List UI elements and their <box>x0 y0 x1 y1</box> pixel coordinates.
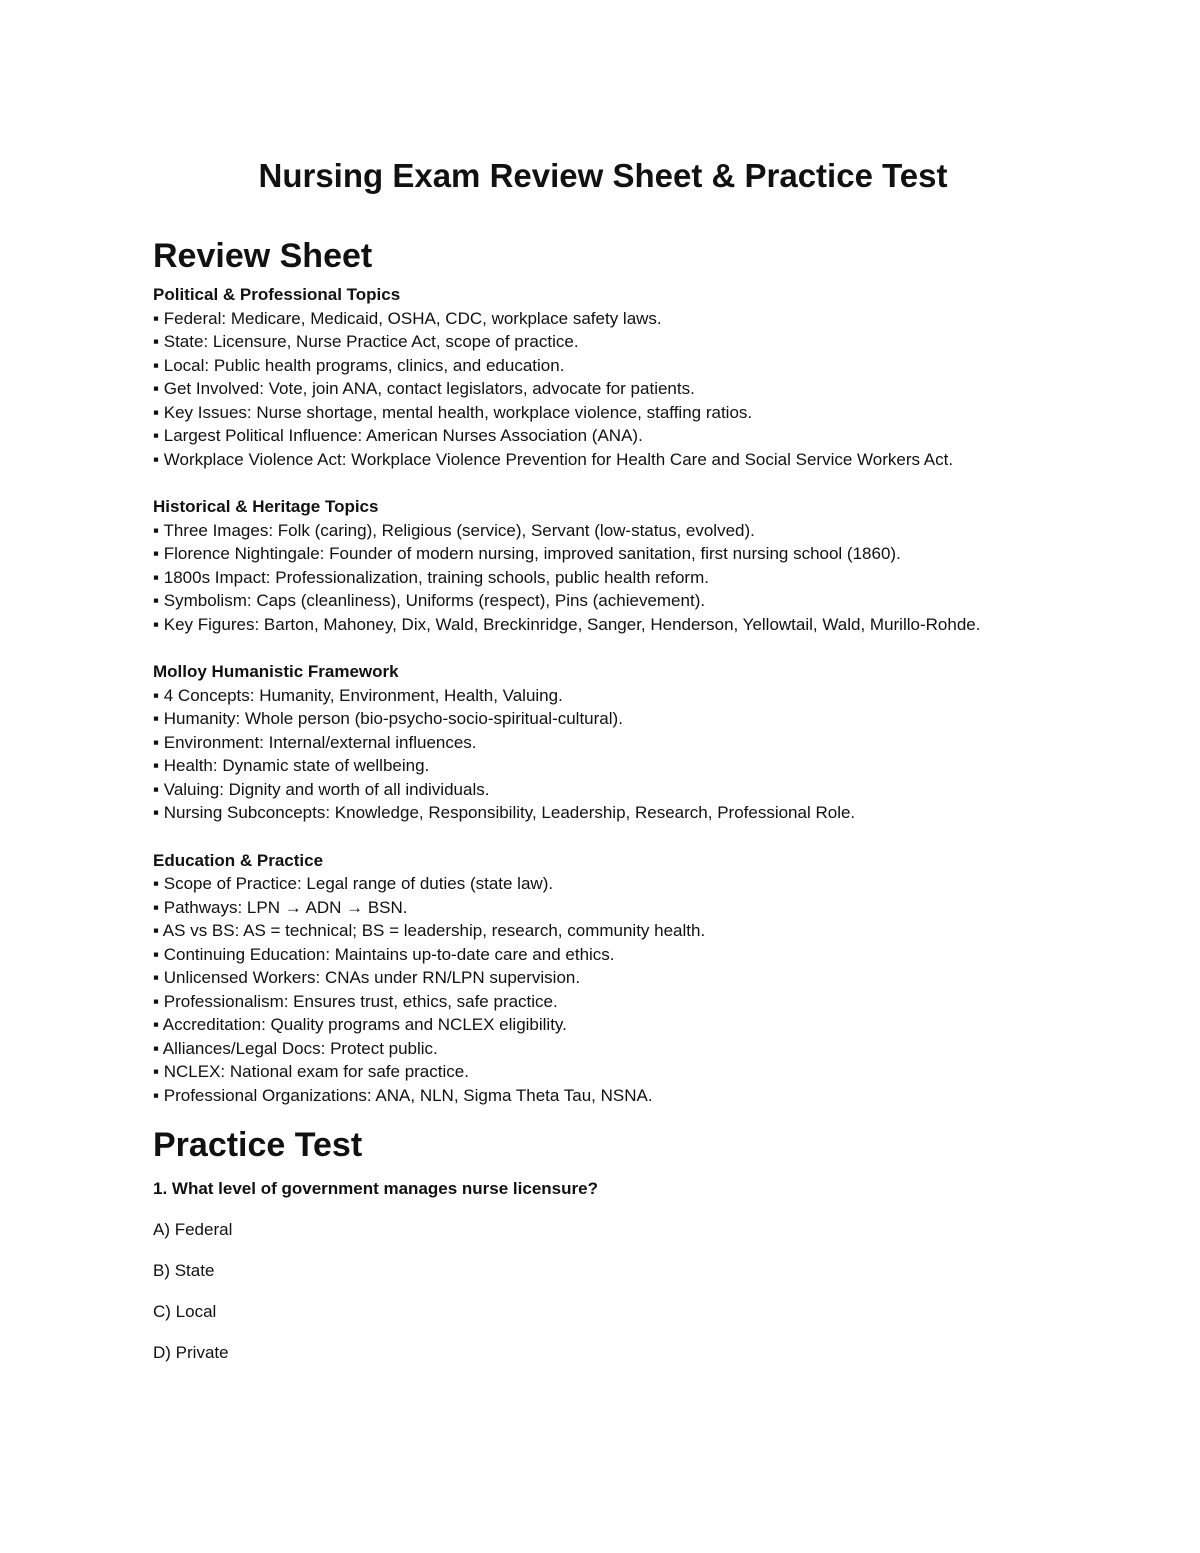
list-item: ▪ Professionalism: Ensures trust, ethics, safe practice. <box>153 991 558 1011</box>
question-block <box>153 1177 1053 1365</box>
list-item: ▪ NCLEX: National exam for safe practice. <box>153 1062 469 1081</box>
list-item: ▪ Workplace Violence Act: Workplace Violence Prevention for Health Care and Social Service Workers Act. <box>153 449 954 469</box>
list-item: ▪ Florence Nightingale: Founder of modern nursing, improved sanitation, first nursing school (1860). <box>153 544 901 563</box>
list-item: ▪ Valuing: Dignity and worth of all individuals. <box>153 779 490 799</box>
section-heading: Education & Practice <box>153 850 324 870</box>
section-heading: Historical & Heritage Topics <box>153 497 379 516</box>
list-item: ▪ Unlicensed Workers: CNAs under RN/LPN supervision. <box>153 968 581 987</box>
list-item: ▪ Get Involved: Vote, join ANA, contact legislators, advocate for patients. <box>153 379 695 398</box>
list-item: ▪ State: Licensure, Nurse Practice Act, scope of practice. <box>153 332 579 351</box>
list-item: ▪ Largest Political Influence: American Nurses Association (ANA). <box>153 426 643 445</box>
list-item: ▪ Key Issues: Nurse shortage, mental health, workplace violence, staffing ratios. <box>153 402 753 422</box>
list-item: ▪ Federal: Medicare, Medicaid, OSHA, CDC, workplace safety laws. <box>153 308 662 328</box>
list-item: ▪ Accreditation: Quality programs and NCLEX eligibility. <box>153 1015 567 1034</box>
list-item: ▪ Alliances/Legal Docs: Protect public. <box>153 1038 438 1058</box>
list-item: ▪ Scope of Practice: Legal range of duties (state law). <box>153 874 554 893</box>
list-item: ▪ Health: Dynamic state of wellbeing. <box>153 756 430 775</box>
section-molloy-framework <box>153 660 1053 825</box>
list-item: ▪ 1800s Impact: Professionalization, training schools, public health reform. <box>153 567 709 587</box>
section-heading: Molloy Humanistic Framework <box>153 662 399 681</box>
list-item: ▪ Continuing Education: Maintains up-to-date care and ethics. <box>153 944 615 964</box>
list-item: ▪ Local: Public health programs, clinics, and education. <box>153 355 565 375</box>
section-education-practice <box>153 849 1053 1108</box>
list-item: ▪ Humanity: Whole person (bio-psycho-socio-spiritual-cultural). <box>153 709 623 728</box>
list-item: ▪ Professional Organizations: ANA, NLN, Sigma Theta Tau, NSNA. <box>153 1085 653 1105</box>
list-item: ▪ AS vs BS: AS = technical; BS = leadership, research, community health. <box>153 921 706 940</box>
list-item: ▪ Three Images: Folk (caring), Religious (service), Servant (low-status, evolved). <box>153 520 755 540</box>
answer-option-c: C) Local <box>153 1302 217 1321</box>
list-item: ▪ Key Figures: Barton, Mahoney, Dix, Wald, Breckinridge, Sanger, Henderson, Yellowtail, Wald, Murillo-Rohde. <box>153 614 981 634</box>
list-item: ▪ Symbolism: Caps (cleanliness), Uniforms (respect), Pins (achievement). <box>153 591 706 610</box>
section-heading: Political & Professional Topics <box>153 285 401 304</box>
list-item: ▪ Pathways: LPN → ADN → BSN. <box>153 897 408 917</box>
question-text: 1. What level of government manages nurse licensure? <box>153 1179 598 1198</box>
answer-option-a: A) Federal <box>153 1220 233 1239</box>
practice-test-heading: Practice Test <box>153 1126 363 1164</box>
answer-option-b: B) State <box>153 1261 215 1280</box>
section-historical-heritage <box>153 495 1053 636</box>
review-sheet-heading: Review Sheet <box>153 237 373 275</box>
section-political-professional <box>153 283 1053 471</box>
list-item: ▪ 4 Concepts: Humanity, Environment, Health, Valuing. <box>153 685 563 705</box>
list-item: ▪ Nursing Subconcepts: Knowledge, Responsibility, Leadership, Research, Professional Role. <box>153 803 856 822</box>
document-page <box>153 152 1053 1382</box>
document-title: Nursing Exam Review Sheet & Practice Test <box>258 157 948 194</box>
list-item: ▪ Environment: Internal/external influences. <box>153 732 477 752</box>
answer-option-d: D) Private <box>153 1343 229 1362</box>
